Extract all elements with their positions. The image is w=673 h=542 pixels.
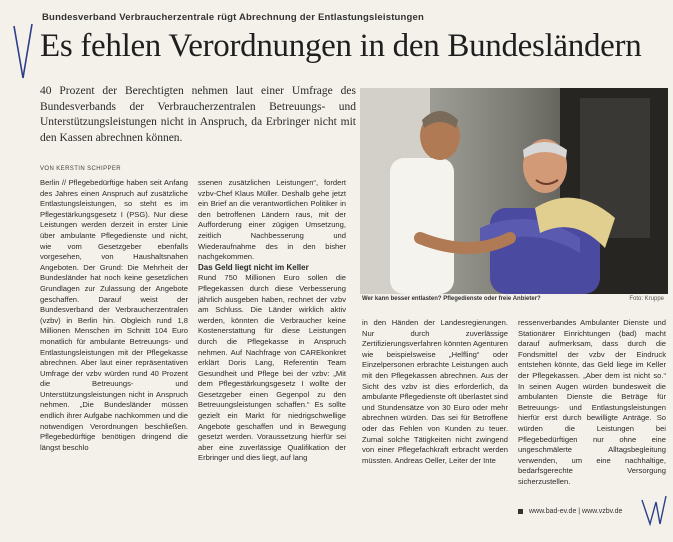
v-corner-mark bbox=[640, 494, 668, 528]
article-lead: 40 Prozent der Berechtigten nehmen laut einer Umfrage des Bundesverbands der Verbraucherzentralen Betreuungs- und Unterstützungsleistungen nicht in Anspruch, da Erbringer nicht mit den Kassen abrechnen können. bbox=[40, 85, 356, 144]
bullet-square-icon bbox=[518, 509, 523, 514]
column-3-text: in den Händen der Landesregierungen. Nur durch zuverlässige Zertifizierungsverfahren könnten Agenturen wie beispielsweise „Helfling“ oder Einzelpersonen erbrachte Leistungen auch mit den Pflegekassen abrechnen. Aus der Sicht des vzbv ist dies erforderlich, da ambulante Pflegedienste oft überlastet sind und Stundensätze von 30 Euro oder mehr abrechnen würden. Das sei für Betroffene oder das Fehlen von Kunden zu teuer. Zumal solche Tätigkeiten nicht zwingend von einer Pflegefachkraft erbracht werden müssten. Andreas Oeller, Leiter der Inte bbox=[362, 318, 508, 465]
article-column-3 bbox=[362, 318, 508, 530]
photo-two-men-embracing bbox=[360, 88, 668, 294]
source-url[interactable]: www.bad-ev.de | www.vzbv.de bbox=[529, 508, 623, 515]
article-byline: VON KERSTIN SCHIPPER bbox=[40, 166, 122, 172]
article-column-4 bbox=[518, 318, 666, 500]
article-column-1 bbox=[40, 178, 188, 538]
column-subheading: Das Geld liegt nicht im Keller bbox=[198, 262, 309, 272]
photo-caption: Wer kann besser entlasten? Pflegedienste oder freie Anbieter? bbox=[362, 296, 541, 302]
source-links bbox=[518, 508, 622, 515]
photo-caption-row bbox=[362, 296, 668, 302]
v-logo-mark bbox=[12, 22, 34, 82]
column-1-text: Berlin // Pflegebedürftige haben seit Anfang des Jahres einen Anspruch auf zusätzliche Entlastungsleistungen, so steht es im Pflegestärkungsgesetz I (PSG). Nur diese Leistungen werden derzeit in erster Linie über ambulante Pflegedienste und nicht, wie vom Gesetzgeber ebenfalls vorgesehen, von Haushaltsnahen Angeboten. Der Grund: Die Mehrheit der Bundesländer hat noch keine gesetzlichen Grundlagen zur Zulassung der Angebote geschaffen. Darauf weist der Bundesverband der Verbraucherzentralen (vzbv) in Berlin hin. Obgleich rund 1,8 Millionen Menschen im Schnitt 104 Euro monatlich für ambulante Betreuungs- und Entlastungsleistungen mit der Pflegekasse abrechnen. Aber laut einer repräsentativen Umfrage der vzbv würden rund 40 Prozent die Betreuungs- und Unterstützungsleistungen nicht in Anspruch nehmen. „Die Bundesländer müssen endlich ihrer Aufgabe nachkommen und die notwendigen Verordnungen beschließen. Pflegebedürftige benötigen dringend die längst beschlo bbox=[40, 178, 188, 452]
article-kicker: Bundesverband Verbraucherzentrale rügt Abrechnung der Entlastungsleistungen bbox=[42, 12, 425, 23]
photo-credit: Foto: Kruppe bbox=[629, 296, 664, 302]
column-2-text-a: ssenen zusätzlichen Leistungen“, fordert vzbv-Chef Klaus Müller. Deshalb gehe jetzt ein Brief an die verantwortlichen Politiker in den betroffenen Ländern raus, mit der Aufforderung einer zügigen Umsetzung, zeitlich Nachbesserung und Wiederaufnahme des in den bisher nachgekommen. bbox=[198, 178, 346, 262]
article-headline: Es fehlen Verordnungen in den Bundesländern bbox=[40, 28, 642, 64]
article-column-2 bbox=[198, 178, 346, 538]
column-2-text-b: Rund 750 Millionen Euro sollen die Pflegekassen durch diese Verbesserung jährlich ausgeben haben, rechnet der vzbv am Schluss. Die Länder wirklich aktiv werden, könnten die Verbraucher keine Kostenerstattung für diese Leistungen durch die Pflegekasse in Anspruch nehmen. Auf Nachfrage von CAREkonkret erklärt Doris Lang, Referentin Team Gesundheit und Pflege bei der vzbv: „Mit dem Pflegestärkungsgesetz I wollte der Gesetzgeber einen Gegenpol zu den Betreuungsleistungen schaffen.“ Es sollte gezielt ein Markt für niedrigschwellige Angebote geschaffen und in Bewegung gesetzt werden. Voraussetzung hierfür sei aber eine zuverlässige Qualifikation der Erbringer und dies liegt, auf lang bbox=[198, 273, 346, 463]
column-4-text: ressenverbandes Ambulanter Dienste und Stationärer Einrichtungen (bad) macht darauf aufmerksam, dass durch die Fondsmittel der vzbv der Eindruck entstehen könnte, das Geld liege im Keller der Pflegekassen. „Aber dem ist nicht so.“ In seinen Augen würden bundesweit die ambulanten Dienste die Beträge für Betreuungs- und Entlastungsleistungen hierfür erst durch bewilligte Anträge. So würden die Leistungen bei Pflegebedürftigen nur ohne eine ungeschmälerte Alltagsbegleitung verwenden, um eine nachhaltige, bedarfsgerechte Versorgung sicherzustellen. bbox=[518, 318, 666, 486]
